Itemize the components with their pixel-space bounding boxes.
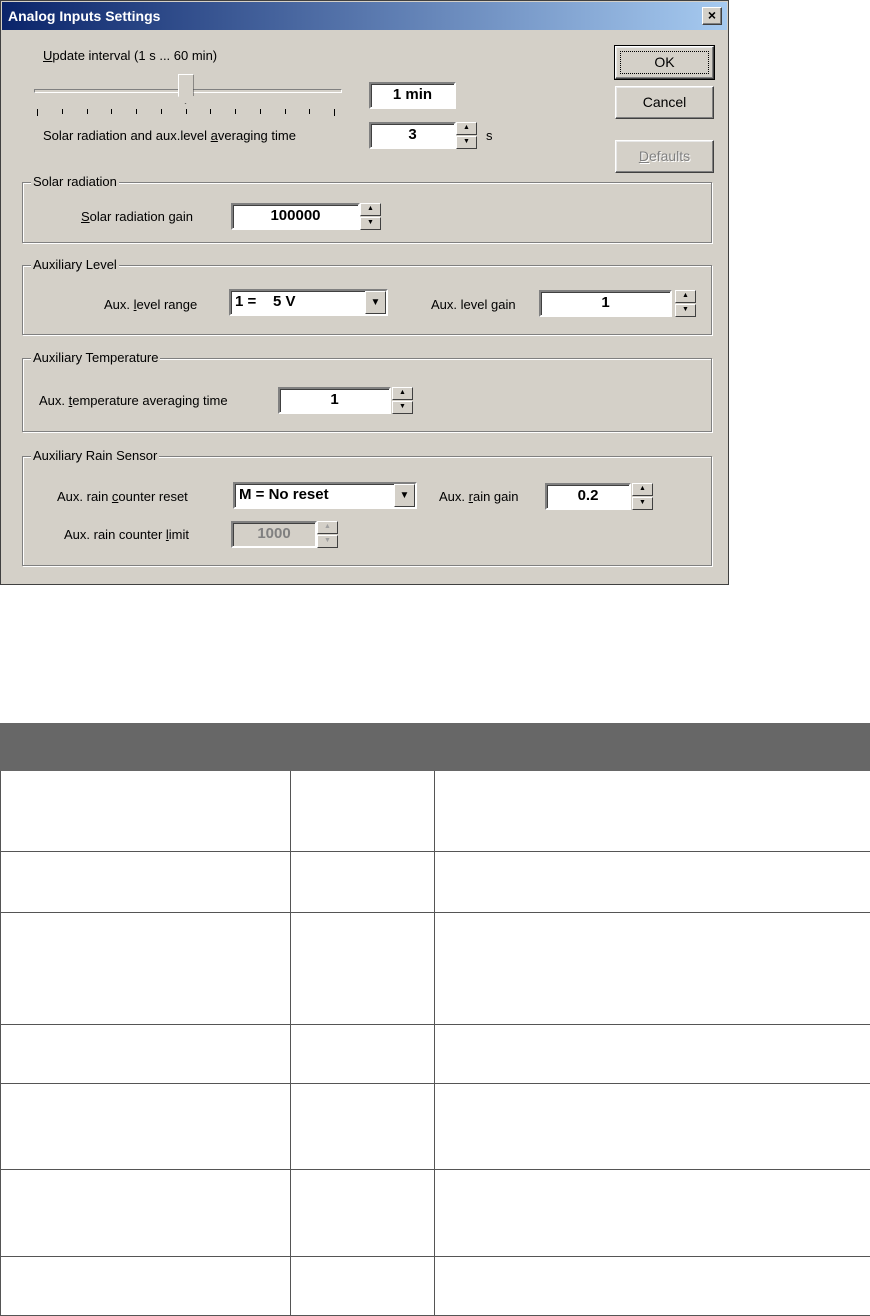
slider-tick [161, 109, 162, 114]
spin-down-icon[interactable]: ▼ [360, 217, 381, 230]
table-cell [435, 852, 870, 913]
solar-radiation-group-title: Solar radiation [31, 174, 119, 189]
close-icon[interactable]: × [702, 7, 722, 25]
table-row [1, 771, 870, 852]
spin-up-icon: ▲ [317, 521, 338, 534]
table-header-row [1, 724, 870, 771]
table-header-cell [435, 724, 870, 771]
auxiliary-level-group-title: Auxiliary Level [31, 257, 119, 272]
spin-up-icon[interactable]: ▲ [360, 203, 381, 216]
title-bar[interactable] [2, 2, 727, 30]
table-cell [435, 1025, 870, 1084]
aux-rain-gain-input[interactable]: 0.2 [545, 483, 631, 510]
slider-tick [260, 109, 261, 114]
table-cell [435, 913, 870, 1025]
table-cell [291, 771, 435, 852]
slider-tick [285, 109, 286, 114]
table-header-cell [1, 724, 291, 771]
table-cell [1, 1257, 291, 1316]
slider-tick [111, 109, 112, 114]
aux-rain-limit-spinner [317, 521, 338, 548]
aux-level-gain-spinner[interactable] [675, 290, 696, 317]
analog-inputs-dialog [0, 0, 729, 585]
aux-rain-limit-label: Aux. rain counter limit [64, 527, 189, 542]
auxiliary-rain-sensor-group [22, 456, 712, 566]
auxiliary-rain-sensor-group-title: Auxiliary Rain Sensor [31, 448, 159, 463]
spin-up-icon[interactable]: ▲ [675, 290, 696, 303]
aux-temp-averaging-input[interactable]: 1 [278, 387, 391, 414]
dialog-title: Analog Inputs Settings [8, 8, 160, 24]
table-cell [435, 1257, 870, 1316]
chevron-down-icon[interactable]: ▼ [394, 484, 415, 507]
aux-temp-averaging-label: Aux. temperature averaging time [39, 393, 228, 408]
solar-gain-input[interactable]: 100000 [231, 203, 360, 230]
spin-up-icon[interactable]: ▲ [456, 122, 477, 135]
table-cell [1, 771, 291, 852]
empty-table [0, 723, 870, 1316]
table-row [1, 1025, 870, 1084]
table-row [1, 1257, 870, 1316]
update-interval-value[interactable]: 1 min [369, 82, 456, 109]
table-cell [291, 913, 435, 1025]
table-cell [1, 913, 291, 1025]
table-cell [1, 1170, 291, 1257]
spin-down-icon[interactable]: ▼ [675, 304, 696, 317]
table-cell [435, 1170, 870, 1257]
aux-level-gain-label: Aux. level gain [431, 297, 516, 312]
solar-gain-label: Solar radiation gain [81, 209, 193, 224]
auxiliary-temperature-group-title: Auxiliary Temperature [31, 350, 160, 365]
cancel-button[interactable]: Cancel [615, 86, 714, 119]
spin-up-icon[interactable]: ▲ [632, 483, 653, 496]
spin-down-icon: ▼ [317, 535, 338, 548]
table-cell [291, 852, 435, 913]
slider-tick [37, 109, 38, 116]
table-cell [1, 1025, 291, 1084]
aux-rain-reset-label: Aux. rain counter reset [57, 489, 188, 504]
table-cell [435, 1084, 870, 1170]
slider-tick [186, 109, 187, 114]
slider-tick [136, 109, 137, 114]
aux-temp-averaging-spinner[interactable] [392, 387, 413, 414]
aux-rain-gain-spinner[interactable] [632, 483, 653, 510]
aux-rain-limit-input: 1000 [231, 521, 317, 548]
table-cell [1, 852, 291, 913]
spin-down-icon[interactable]: ▼ [392, 401, 413, 414]
spin-up-icon[interactable]: ▲ [392, 387, 413, 400]
defaults-button[interactable]: Defaults [615, 140, 714, 173]
averaging-unit: s [486, 128, 493, 143]
table-cell [435, 771, 870, 852]
ok-button[interactable]: OK [615, 46, 714, 79]
slider-tick [235, 109, 236, 114]
aux-rain-gain-label: Aux. rain gain [439, 489, 519, 504]
table-row [1, 913, 870, 1025]
table-header-cell [291, 724, 435, 771]
averaging-time-input[interactable]: 3 [369, 122, 456, 149]
solar-gain-spinner[interactable] [360, 203, 381, 230]
aux-level-gain-input[interactable]: 1 [539, 290, 672, 317]
averaging-time-label: Solar radiation and aux.level averaging time [43, 128, 296, 143]
spin-down-icon[interactable]: ▼ [456, 136, 477, 149]
slider-tick [62, 109, 63, 114]
aux-rain-reset-select[interactable]: M = No reset ▼ [233, 482, 417, 509]
slider-tick [334, 109, 335, 116]
slider-tick [309, 109, 310, 114]
table-row [1, 852, 870, 913]
table-row [1, 1084, 870, 1170]
update-interval-slider-thumb[interactable] [178, 74, 194, 104]
table-cell [1, 1084, 291, 1170]
table-cell [291, 1025, 435, 1084]
table-cell [291, 1084, 435, 1170]
update-interval-label: Update interval (1 s ... 60 min) [43, 48, 217, 63]
chevron-down-icon[interactable]: ▼ [365, 291, 386, 314]
aux-level-range-label: Aux. level range [104, 297, 197, 312]
table-cell [291, 1257, 435, 1316]
slider-tick [210, 109, 211, 114]
spin-down-icon[interactable]: ▼ [632, 497, 653, 510]
table-cell [291, 1170, 435, 1257]
averaging-time-spinner[interactable] [456, 122, 477, 149]
table-row [1, 1170, 870, 1257]
aux-level-range-select[interactable]: 1 = 5 V ▼ [229, 289, 388, 316]
slider-tick [87, 109, 88, 114]
